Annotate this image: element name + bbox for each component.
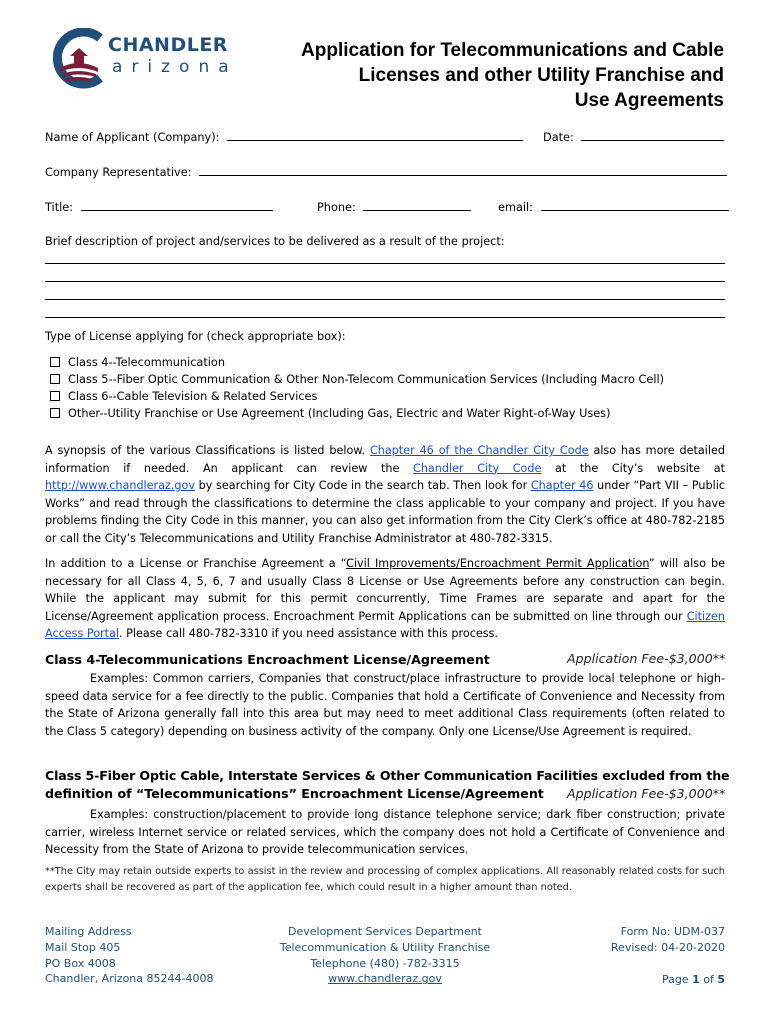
footer-mailing-address [45, 924, 213, 987]
text: under “Part VII – Public Works” and read through the classifications to determine the class applicable to your company and project. If you have problems finding the City Code in this manner, you can also get information from the City Clerk’s office at 480-782-2185 or call the City’s Telecommunications and Utility Franchise Administrator at 480-782-3315. [45, 479, 725, 545]
footer-line: PO Box 4008 [45, 956, 116, 970]
description-line-2[interactable] [45, 281, 725, 282]
permit-paragraph [45, 555, 725, 643]
checkbox[interactable] [50, 357, 60, 367]
logo-text-arizona: arizona [112, 57, 238, 77]
fee-footnote: **The City may retain outside experts to assist in the review and processing of complex applications. All reasonably related costs for such experts shall be recovered as part of the application fee, which could result in a higher amount than noted. [45, 866, 725, 893]
date-group [543, 130, 724, 144]
total-pages: 5 [717, 973, 725, 986]
applicant-row [45, 130, 725, 144]
contact-row [45, 200, 725, 214]
text: ” will also be necessary for all Class 4, 5, 6, 7 and usually Class 8 License or Use Agreements before any construction can begin. While the applicant may submit for this permit concurrently, Time Frames are separate and apart for the License/Agreement application process. Encroachment Permit Applications can be submitted on line through our [45, 557, 725, 623]
phone-field[interactable] [363, 200, 471, 211]
description-label: Brief description of project and/services to be delivered as a result of the project: [45, 235, 505, 248]
description-line-4[interactable] [45, 317, 725, 318]
chapter-46-link-2[interactable]: Chapter 46 [530, 479, 594, 493]
form-number: Form No: UDM-037 [620, 925, 725, 938]
footer-form-info [611, 924, 725, 956]
text: by searching for City Code in the search tab. Then look for [194, 479, 531, 493]
class4-fee: Application Fee-$3,000** [567, 651, 726, 666]
checkbox[interactable] [50, 391, 60, 401]
email-field[interactable] [541, 200, 729, 211]
rep-label: Company Representative: [45, 166, 192, 179]
footer-line: Chandler, Arizona 85244-4008 [45, 972, 214, 986]
phone-label: Phone: [317, 201, 356, 214]
date-label: Date: [543, 131, 574, 144]
text: of [699, 973, 718, 986]
rep-row [45, 165, 725, 179]
title-label: Title: [45, 201, 74, 214]
title-line-2: Licenses and other Utility Franchise and [358, 65, 724, 86]
option-label: Class 4--Telecommunication [68, 356, 225, 369]
footer-website-link[interactable]: www.chandleraz.gov [328, 972, 442, 986]
footer-line: Development Services Department [288, 925, 482, 938]
class5-heading-line-1: Class 5-Fiber Optic Cable, Interstate Services & Other Communication Facilities excluded from the [45, 768, 730, 783]
title-field[interactable] [81, 200, 273, 211]
class5-heading-line-2: definition of “Telecommunications” Encroachment License/Agreement [45, 786, 544, 801]
applicant-field[interactable] [227, 130, 523, 141]
page-number [662, 972, 725, 988]
text: at the City’s website at [541, 461, 725, 475]
date-field[interactable] [581, 130, 724, 141]
logo-text-chandler: CHANDLER [108, 34, 228, 56]
option-class4[interactable] [50, 356, 225, 369]
title-line-1: Application for Telecommunications and Cable [301, 40, 724, 61]
synopsis-paragraph [45, 442, 725, 548]
footer-line: Mailing Address [45, 925, 132, 938]
email-label: email: [498, 201, 533, 214]
class4-heading: Class 4-Telecommunications Encroachment License/Agreement [45, 652, 490, 667]
checkbox[interactable] [50, 374, 60, 384]
page-title [254, 38, 724, 113]
current-page: 1 [692, 973, 700, 986]
license-type-label: Type of License applying for (check appropriate box): [45, 330, 346, 343]
title-line-3: Use Agreements [574, 90, 724, 111]
footer-line: Mail Stop 405 [45, 940, 121, 954]
option-label: Other--Utility Franchise or Use Agreement (Including Gas, Electric and Water Right-of-Way Uses) [68, 407, 611, 420]
phone-group [317, 200, 471, 214]
email-group [498, 200, 729, 214]
description-line-3[interactable] [45, 299, 725, 300]
option-label: Class 5--Fiber Optic Communication & Other Non-Telecom Communication Services (Including Macro Cell) [68, 373, 665, 386]
class5-body: Examples: construction/placement to provide long distance telephone service; dark fiber construction; private carrier, wireless Internet service or related services, which the company does not hold a Certificate of Convenience and Necessity from the State of Arizona to provide telecommunication services. [45, 808, 725, 857]
rep-field[interactable] [199, 165, 727, 176]
text: Page [661, 973, 693, 986]
encroachment-permit-link[interactable]: Civil Improvements/Encroachment Permit Application [346, 557, 649, 570]
city-seal-icon [50, 28, 108, 90]
chandler-logo [50, 28, 240, 92]
footer-department [270, 924, 500, 987]
option-other[interactable] [50, 407, 610, 420]
option-class5[interactable] [50, 373, 664, 386]
option-class6[interactable] [50, 390, 317, 403]
class4-body: Examples: Common carriers, Companies that construct/place infrastructure to provide local telephone or high-speed data service for a fee directly to the public. Companies that hold a Certificate of Convenience and Necessity from the State of Arizona generally fall into this area but may need to meet additional Class requirements (often related to the Class 5 category) depending on business activity of the company. Only one License/Use Agreement is required. [45, 672, 725, 738]
option-label: Class 6--Cable Television & Related Services [68, 390, 318, 403]
applicant-label: Name of Applicant (Company): [45, 131, 220, 144]
text: . Please call 480-782-3310 if you need assistance with this process. [119, 627, 498, 641]
class5-fee: Application Fee-$3,000** [567, 786, 726, 801]
footer-line: Telecommunication & Utility Franchise [279, 940, 491, 954]
revised-date: Revised: 04-20-2020 [610, 940, 725, 954]
text: In addition to a License or Franchise Agreement a “ [45, 557, 347, 570]
text: also has more detailed information if needed. An applicant can review the [45, 444, 725, 475]
chapter-46-link[interactable]: Chapter 46 of the Chandler City Code [369, 444, 589, 457]
checkbox[interactable] [50, 408, 60, 418]
city-code-link[interactable]: Chandler City Code [413, 461, 542, 475]
description-line-1[interactable] [45, 263, 725, 264]
citizen-access-portal-link[interactable]: Citizen Access Portal [45, 609, 725, 641]
city-website-link[interactable]: http://www.chandleraz.gov [45, 479, 195, 493]
footer-line: Telephone (480) -782-3315 [310, 956, 460, 970]
text: A synopsis of the various Classifications is listed below. [45, 444, 370, 457]
